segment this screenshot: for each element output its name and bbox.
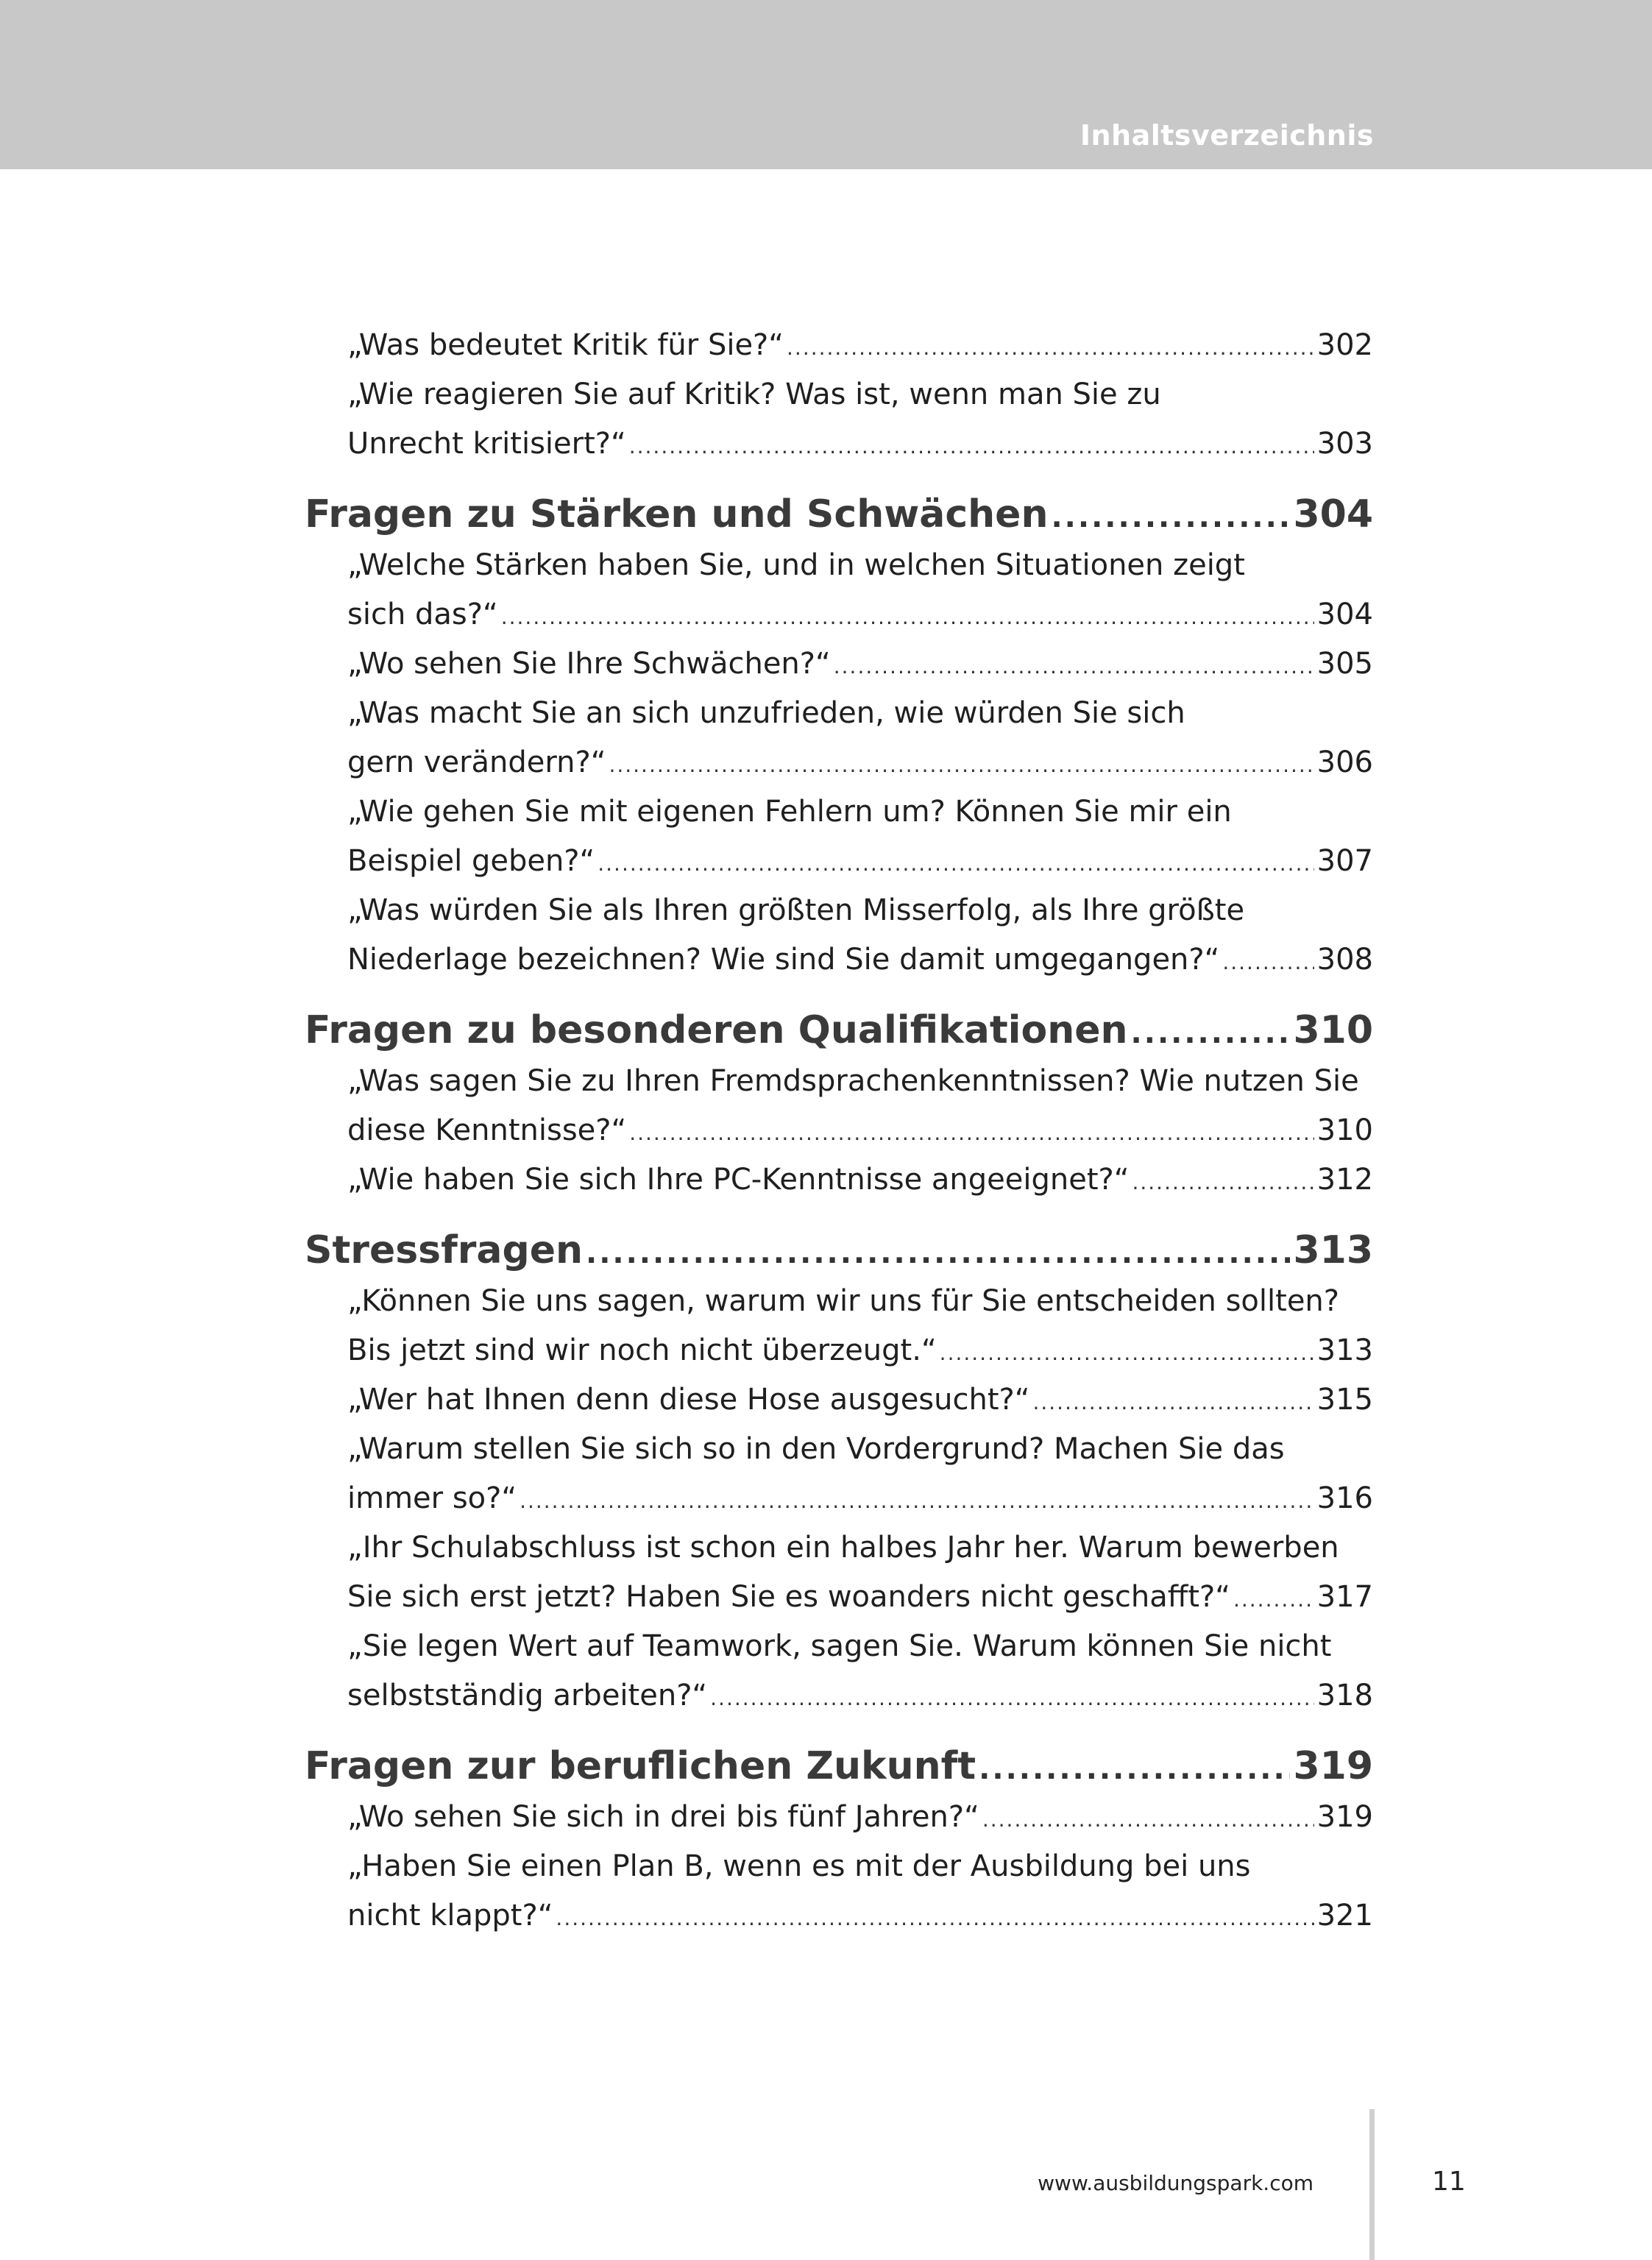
entry-text: „Wo sehen Sie Ihre Schwächen?“	[347, 647, 831, 681]
entry-text: „Was sagen Sie zu Ihren Fremdsprachenkenntnissen? Wie nutzen Sie	[347, 1064, 1359, 1098]
toc-entries	[305, 1277, 1373, 1721]
section-title: Fragen zu besonderen Qualifikationen	[305, 1008, 1128, 1052]
toc-entry-line	[347, 1155, 1373, 1205]
entry-text: „Welche Stärken haben Sie, und in welchen Situationen zeigt	[347, 548, 1245, 582]
footer-url: www.ausbildungspark.com	[1038, 2171, 1314, 2195]
dot-leader	[1032, 1378, 1314, 1425]
toc-entry-line	[347, 1106, 1373, 1155]
entry-page: 316	[1316, 1481, 1373, 1515]
toc-entry-line	[347, 1793, 1373, 1842]
entry-text: sich das?“	[347, 598, 498, 631]
dot-leader	[629, 1108, 1314, 1155]
entry-text: „Ihr Schulabschluss ist schon ein halbes Jahr her. Warum bewerben	[347, 1531, 1339, 1565]
entry-text: immer so?“	[347, 1481, 517, 1515]
entry-text: „Wie gehen Sie mit eigenen Fehlern um? Können Sie mir ein	[347, 795, 1232, 829]
entry-text: Niederlage bezeichnen? Wie sind Sie damit umgegangen?“	[347, 943, 1220, 977]
entry-page: 307	[1316, 844, 1373, 878]
toc-entry[interactable]	[347, 787, 1373, 886]
entry-text: „Können Sie uns sagen, warum wir uns für Sie entscheiden sollten?	[347, 1284, 1340, 1318]
section-title: Stressfragen	[305, 1228, 583, 1272]
dot-leader	[1233, 1575, 1314, 1622]
header-band	[0, 0, 1652, 169]
toc-entry[interactable]	[347, 1523, 1373, 1622]
toc-entry[interactable]	[347, 1425, 1373, 1523]
toc-section	[305, 1224, 1373, 1721]
toc-entries	[305, 1057, 1373, 1205]
dot-leader	[501, 592, 1314, 640]
entry-text: diese Kenntnisse?“	[347, 1113, 627, 1147]
toc-entries	[305, 1793, 1373, 1941]
entry-page: 315	[1316, 1383, 1373, 1417]
toc-entry-line	[347, 1891, 1373, 1941]
entry-text: „Haben Sie einen Plan B, wenn es mit der Ausbildung bei uns	[347, 1849, 1251, 1883]
toc-entry-line	[347, 1842, 1373, 1891]
section-page: 313	[1293, 1228, 1373, 1272]
toc-entry-line	[347, 370, 1373, 419]
entry-page: 303	[1316, 427, 1373, 461]
entry-text: „Was würden Sie als Ihren größten Misserfolg, als Ihre größte	[347, 893, 1245, 927]
toc-entry-line	[347, 541, 1373, 590]
page-number: 11	[1432, 2167, 1466, 2197]
toc-entry-line	[347, 321, 1373, 370]
entry-text: „Wo sehen Sie sich in drei bis fünf Jahren?“	[347, 1800, 979, 1834]
toc-entry[interactable]	[347, 370, 1373, 469]
toc-entry-line	[347, 1277, 1373, 1326]
dot-leader	[1051, 491, 1290, 544]
entry-page: 318	[1316, 1679, 1373, 1712]
toc-entry-line	[347, 886, 1373, 935]
toc-entry[interactable]	[347, 689, 1373, 787]
toc-entry-line	[347, 1622, 1373, 1671]
section-page: 304	[1293, 492, 1373, 536]
entry-page: 302	[1316, 328, 1373, 362]
entry-page: 310	[1316, 1113, 1373, 1147]
entry-text: Beispiel geben?“	[347, 844, 595, 878]
dot-leader	[520, 1476, 1314, 1523]
toc-entries	[305, 541, 1373, 985]
entry-text: Unrecht kritisiert?“	[347, 427, 626, 461]
toc-entry-line	[347, 1474, 1373, 1523]
entry-page: 317	[1316, 1580, 1373, 1614]
table-of-contents	[305, 321, 1373, 1941]
toc-section-heading[interactable]	[305, 1004, 1373, 1057]
toc-entry-line	[347, 1057, 1373, 1106]
entry-text: „Wie reagieren Sie auf Kritik? Was ist, wenn man Sie zu	[347, 378, 1161, 411]
header-title: Inhaltsverzeichnis	[1080, 119, 1374, 152]
toc-section-heading[interactable]	[305, 1740, 1373, 1793]
section-title: Fragen zur beruflichen Zukunft	[305, 1744, 976, 1788]
dot-leader	[834, 642, 1314, 689]
entry-text: nicht klappt?“	[347, 1899, 553, 1933]
dot-leader	[1222, 938, 1314, 985]
toc-entry-line	[347, 419, 1373, 469]
toc-entry[interactable]	[347, 321, 1373, 370]
toc-entry-line	[347, 1375, 1373, 1425]
entry-text: „Wer hat Ihnen denn diese Hose ausgesucht?“	[347, 1383, 1030, 1417]
dot-leader	[556, 1894, 1314, 1941]
entry-text: „Wie haben Sie sich Ihre PC-Kenntnisse angeeignet?“	[347, 1163, 1130, 1197]
section-page: 319	[1293, 1744, 1373, 1788]
toc-section	[305, 321, 1373, 469]
entry-text: Bis jetzt sind wir noch nicht überzeugt.“	[347, 1333, 937, 1367]
toc-entry-line	[347, 689, 1373, 738]
entry-text: „Warum stellen Sie sich so in den Vordergrund? Machen Sie das	[347, 1432, 1285, 1466]
toc-entry[interactable]	[347, 1793, 1373, 1842]
dot-leader	[940, 1328, 1314, 1375]
toc-entry-line	[347, 1671, 1373, 1721]
toc-entry-line	[347, 935, 1373, 985]
entry-text: „Was bedeutet Kritik für Sie?“	[347, 328, 784, 362]
dot-leader	[586, 1227, 1290, 1280]
section-title: Fragen zu Stärken und Schwächen	[305, 492, 1049, 536]
entry-text: „Sie legen Wert auf Teamwork, sagen Sie. Warum können Sie nicht	[347, 1629, 1332, 1663]
entry-page: 305	[1316, 647, 1373, 681]
entry-page: 313	[1316, 1333, 1373, 1367]
toc-section	[305, 1004, 1373, 1205]
toc-entry[interactable]	[347, 1057, 1373, 1155]
entry-text: „Was macht Sie an sich unzufrieden, wie würden Sie sich	[347, 696, 1185, 730]
toc-entry[interactable]	[347, 1842, 1373, 1941]
dot-leader	[598, 839, 1314, 886]
entry-page: 306	[1316, 745, 1373, 779]
toc-entry-line	[347, 590, 1373, 640]
entry-page: 304	[1316, 598, 1373, 631]
entry-text: gern verändern?“	[347, 745, 606, 779]
toc-entry-line	[347, 738, 1373, 787]
entry-text: selbstständig arbeiten?“	[347, 1679, 708, 1712]
toc-section	[305, 1740, 1373, 1941]
toc-entry-line	[347, 640, 1373, 689]
entry-page: 312	[1316, 1163, 1373, 1197]
toc-entry-line	[347, 837, 1373, 886]
toc-entry[interactable]	[347, 640, 1373, 689]
toc-entry[interactable]	[347, 886, 1373, 985]
footer-divider	[1369, 2109, 1375, 2260]
dot-leader	[979, 1743, 1290, 1796]
dot-leader	[787, 323, 1314, 370]
toc-entry[interactable]	[347, 1375, 1373, 1425]
toc-entry[interactable]	[347, 1155, 1373, 1205]
dot-leader	[982, 1795, 1314, 1842]
toc-entry[interactable]	[347, 541, 1373, 640]
dot-leader	[629, 422, 1314, 469]
toc-entries	[305, 321, 1373, 469]
toc-entry-line	[347, 1523, 1373, 1573]
toc-section	[305, 488, 1373, 985]
toc-section-heading[interactable]	[305, 488, 1373, 541]
toc-entry-line	[347, 787, 1373, 837]
toc-entry-line	[347, 1326, 1373, 1375]
entry-text: Sie sich erst jetzt? Haben Sie es woanders nicht geschafft?“	[347, 1580, 1230, 1614]
section-page: 310	[1293, 1008, 1373, 1052]
dot-leader	[1132, 1158, 1314, 1205]
entry-page: 321	[1316, 1899, 1373, 1933]
dot-leader	[710, 1673, 1314, 1721]
toc-entry[interactable]	[347, 1622, 1373, 1721]
dot-leader	[609, 740, 1314, 787]
dot-leader	[1131, 1007, 1291, 1060]
entry-page: 319	[1316, 1800, 1373, 1834]
toc-section-heading[interactable]	[305, 1224, 1373, 1277]
toc-entry[interactable]	[347, 1277, 1373, 1375]
toc-entry-line	[347, 1425, 1373, 1474]
entry-page: 308	[1316, 943, 1373, 977]
toc-entry-line	[347, 1573, 1373, 1622]
